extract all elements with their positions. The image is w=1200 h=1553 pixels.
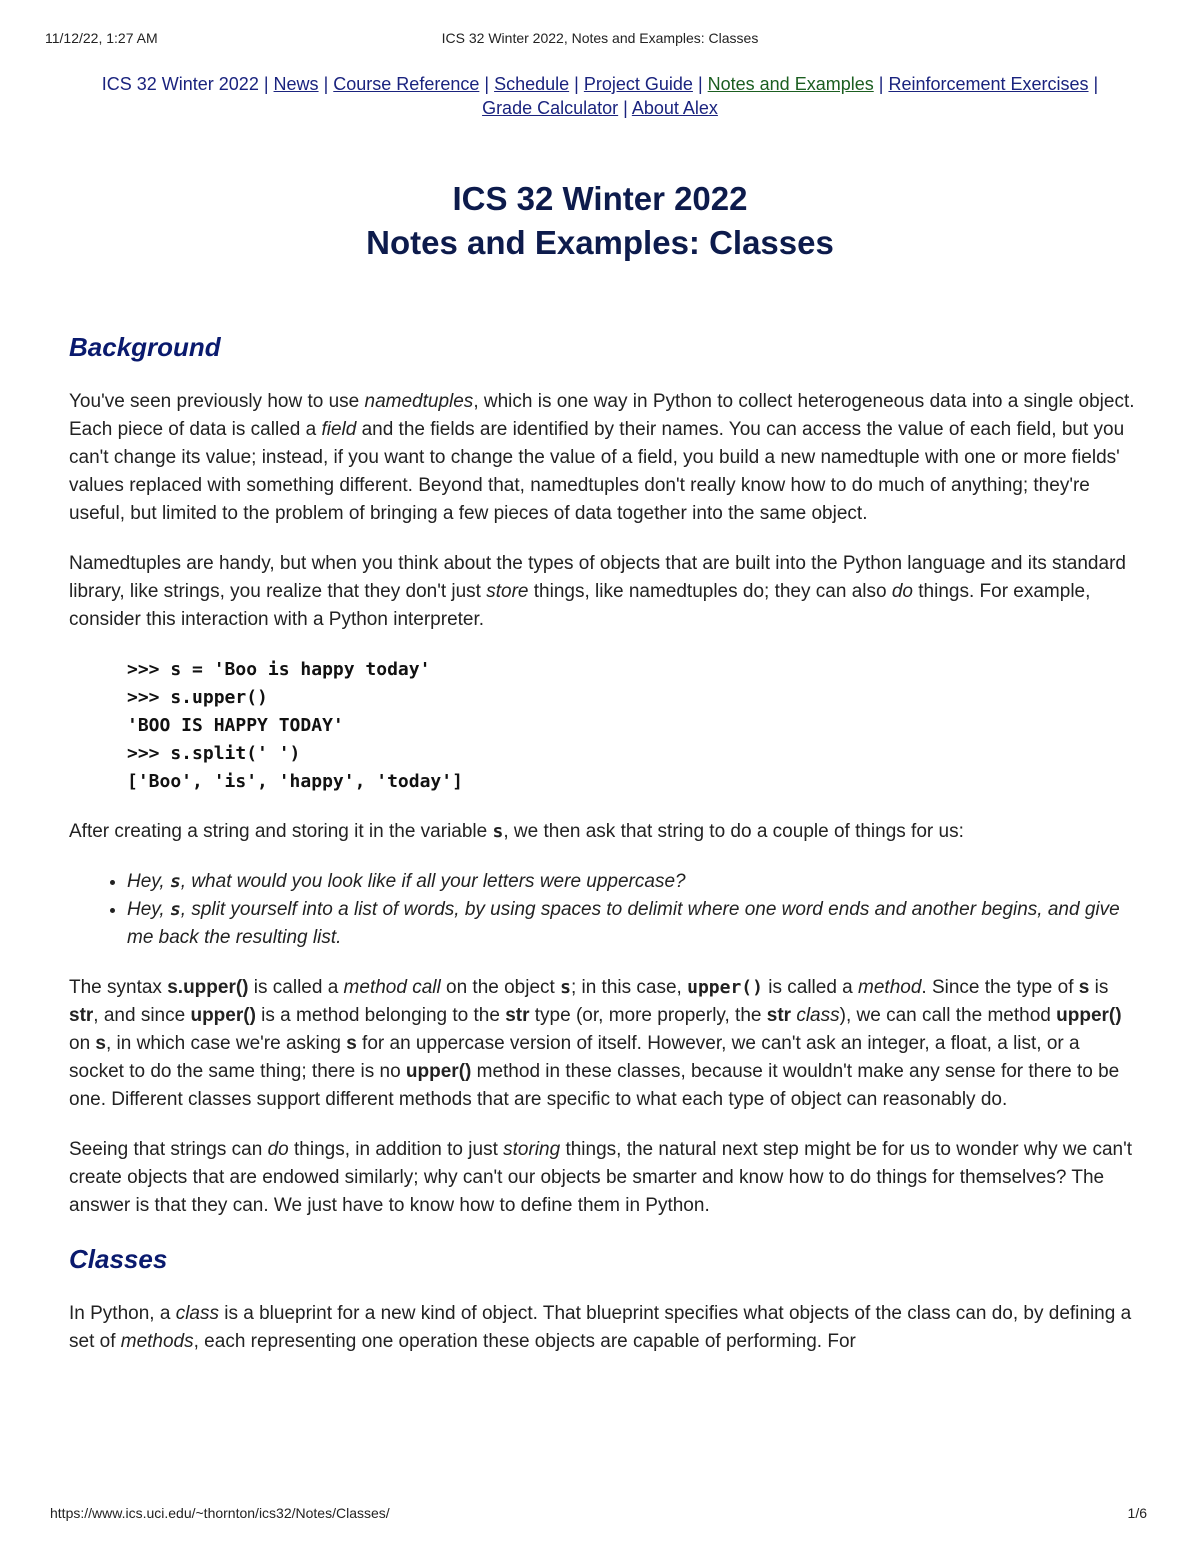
text: things. For example, consider this interaction with a Python interpreter. [69,581,1091,630]
text: Hey, [127,871,170,892]
code-term: s [95,1033,106,1054]
print-header [0,30,1200,50]
text: , in which case we're asking [106,1033,347,1054]
text: You've seen previously how to use [69,391,365,412]
course-nav [75,72,1125,120]
print-date: 11/12/22, 1:27 AM [45,30,158,46]
code-term: s [169,871,181,892]
text: , split yourself into a list of words, by using spaces to delimit where one word ends and another begins, and give me back the resulting list. [127,899,1120,948]
emphasis: storing [503,1139,561,1160]
nav-course-name: ICS 32 Winter 2022 [101,74,259,94]
nav-separator: | [574,74,579,94]
code-term: str [69,1005,94,1026]
code-line: ['Boo', 'is', 'happy', 'today'] [127,771,463,792]
code-term: s [346,1033,357,1054]
text: type (or, more properly, the [529,1005,767,1026]
paragraph-strings-can-do [69,1136,1135,1220]
paragraph-objects-do-things [69,550,1135,634]
nav-separator: | [697,74,703,94]
emphasis: methods [120,1331,194,1352]
section-heading-classes: Classes [69,1244,168,1274]
nav-separator: | [263,74,269,94]
nav-link-schedule[interactable]: Schedule [494,74,570,94]
code-example-interpreter [127,656,1135,796]
nav-separator: | [484,74,490,94]
text: things, in addition to just [288,1139,504,1160]
emphasis: field [321,419,357,440]
code-term: str [766,1005,792,1026]
text: After creating a string and storing it in the variable [69,821,493,842]
code-term: upper() [190,1005,256,1026]
section-heading-background: Background [69,332,221,362]
text: , which is one way in Python to collect heterogeneous data into a single object. Each piece of data is called a [69,391,1135,440]
nav-link-course-reference[interactable]: Course Reference [333,74,480,94]
text: Hey, [127,899,170,920]
text: is a blueprint for a new kind of object. That blueprint specifies what objects of the class can do, by defining a set of [69,1303,1132,1352]
emphasis: do [267,1139,289,1160]
text: is called a [248,977,344,998]
code-line: >>> s.upper() [127,687,268,708]
emphasis: namedtuples [364,391,474,412]
text: , we then ask that string to do a couple of things for us: [503,821,964,842]
nav-link-notes-and-examples[interactable]: Notes and Examples [707,74,874,94]
text: , what would you look like if all your letters were uppercase? [180,871,686,892]
text: , and since [93,1005,191,1026]
nav-link-about-alex[interactable]: About Alex [631,98,718,118]
text: and the fields are identified by their names. You can access the value of each field, but you can't change its value; instead, if you want to change the value of a field, you build a new namedtuple with one or more fields' values replaced with something different. Beyond that, namedtuples don't really know how to do much of anything; they're useful, but limited to the problem of bringing a few pieces of data together into the same object. [69,419,1125,524]
text: method in these classes, because it wouldn't make any sense for there to be one. Different classes support different methods that are specific to what each type of object can reasonably do. [69,1061,1120,1110]
emphasis: method [858,977,922,998]
nav-link-grade-calculator[interactable]: Grade Calculator [482,98,619,118]
page-title [0,177,1200,265]
text: is [1089,977,1109,998]
code-term: upper() [1056,1005,1122,1026]
page-number: 1/6 [1127,1505,1147,1521]
main-content [69,330,1135,1378]
list-item [127,868,1135,896]
print-footer [0,1505,1200,1525]
code-term: upper() [687,977,763,998]
paragraph-after-creating [69,818,1135,846]
page-title-course: ICS 32 Winter 2022 [452,180,748,217]
text: is a method belonging to the [255,1005,506,1026]
code-term: str [505,1005,530,1026]
code-term: s [1078,977,1090,998]
code-line: >>> s = 'Boo is happy today' [127,659,431,680]
code-term: s [169,899,181,920]
nav-separator: | [623,98,628,118]
code-term: s [560,977,571,998]
nav-link-project-guide[interactable]: Project Guide [583,74,693,94]
text: on the object [440,977,561,998]
nav-link-reinforcement-exercises[interactable]: Reinforcement Exercises [888,74,1089,94]
page-title-topic: Notes and Examples: Classes [366,224,834,261]
emphasis: class [796,1005,840,1026]
emphasis: do [891,581,913,602]
code-line: 'BOO IS HAPPY TODAY' [127,715,344,736]
text: on [69,1033,96,1054]
text: Seeing that strings can [69,1139,268,1160]
text: ; in this case, [570,977,688,998]
text: Namedtuples are handy, but when you think about the types of objects that are built into the Python language and its standard library, like strings, you realize that they don't just [69,553,1126,602]
print-title: ICS 32 Winter 2022, Notes and Examples: Classes [441,30,759,46]
text: In Python, a [69,1303,176,1324]
text: , each representing one operation these objects are capable of performing. For [193,1331,856,1352]
nav-link-news[interactable]: News [273,74,319,94]
list-item [127,896,1135,952]
paragraph-class-blueprint [69,1300,1135,1356]
code-term: upper() [405,1061,472,1082]
bullet-list-requests [69,868,1135,952]
text: . Since the type of [921,977,1079,998]
text: for an uppercase version of itself. However, we can't ask an integer, a float, a list, or a socket to do the same thing; there is no [69,1033,1080,1082]
emphasis: store [486,581,529,602]
nav-separator: | [878,74,884,94]
emphasis: method call [343,977,441,998]
text: things, like namedtuples do; they can also [528,581,892,602]
code-line: >>> s.split(' ') [127,743,301,764]
text: ), we can call the method [839,1005,1057,1026]
nav-separator: | [323,74,329,94]
nav-separator: | [1093,74,1099,94]
text: The syntax [69,977,168,998]
code-term: s.upper() [167,977,249,998]
paragraph-namedtuples-intro [69,388,1135,528]
text: things, the natural next step might be for us to wonder why we can't create objects that are endowed similarly; why can't our objects be smarter and know how to do things for themselves? The answer is that they can. We just have to know how to define them in Python. [69,1139,1132,1216]
text: is called a [762,977,859,998]
print-url: https://www.ics.uci.edu/~thornton/ics32/Notes/Classes/ [50,1505,390,1521]
code-term: s [492,821,504,842]
emphasis: class [175,1303,219,1324]
paragraph-method-call [69,974,1135,1114]
